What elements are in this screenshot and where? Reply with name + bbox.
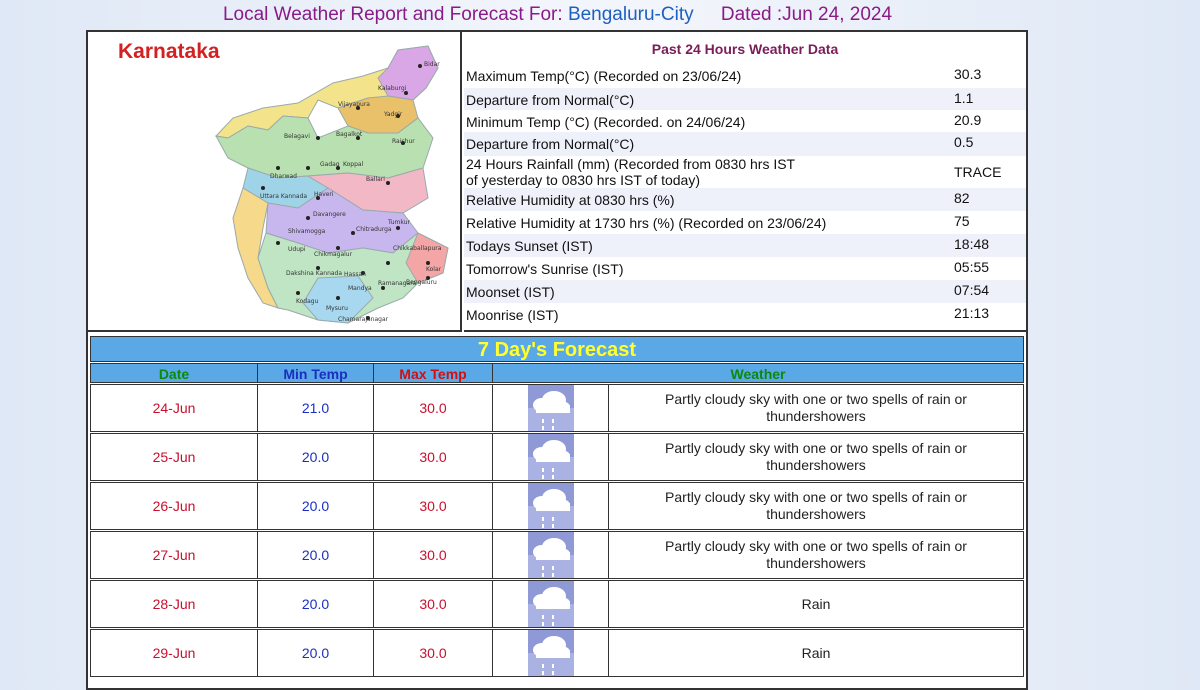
svg-text:Yadgir: Yadgir <box>384 111 403 118</box>
forecast-weather: Partly cloudy sky with one or two spells of rain or thundershowers <box>608 482 1024 530</box>
past-24h-value: 1.1 <box>954 90 974 106</box>
forecast-row <box>90 629 1024 677</box>
svg-text:Mysuru: Mysuru <box>326 305 348 312</box>
past-24h-label: Relative Humidity at 1730 hrs (%) (Recorded on 23/06/24) <box>466 215 827 231</box>
top-section <box>88 32 1026 334</box>
forecast-max-temp: 30.0 <box>373 384 493 432</box>
forecast-icon-cell <box>492 531 609 579</box>
rain-cloud-icon <box>528 434 574 480</box>
svg-text:Haveri: Haveri <box>314 191 334 198</box>
svg-text:Ballari: Ballari <box>366 176 385 183</box>
past-24h-title: Past 24 Hours Weather Data <box>651 41 839 57</box>
forecast-icon-cell <box>492 580 609 628</box>
past-24h-label: Minimum Temp (°C) (Recorded. on 24/06/24) <box>466 114 746 130</box>
svg-text:Uttara Kannada: Uttara Kannada <box>260 193 308 200</box>
forecast-row <box>90 433 1024 481</box>
past-24h-label: Departure from Normal(°C) <box>466 136 635 152</box>
svg-text:Koppal: Koppal <box>343 161 364 168</box>
past-24h-label: Todays Sunset (IST) <box>466 238 593 254</box>
svg-text:Chamarajanagar: Chamarajanagar <box>338 316 389 323</box>
past-24h-value: 75 <box>954 213 970 229</box>
svg-text:Dakshina Kannada: Dakshina Kannada <box>286 270 343 277</box>
header-city: Bengaluru-City <box>567 4 694 25</box>
past-24h-value: 07:54 <box>954 282 990 298</box>
header-min-temp-col: Min Temp <box>257 363 374 383</box>
forecast-weather: Partly cloudy sky with one or two spells of rain or thundershowers <box>608 531 1024 579</box>
forecast-min-temp: 20.0 <box>257 629 374 677</box>
svg-text:Mandya: Mandya <box>348 285 372 292</box>
past-24h-label: Relative Humidity at 0830 hrs (%) <box>466 192 675 208</box>
past-24h-value: 20.9 <box>954 112 982 128</box>
map-panel <box>88 32 462 332</box>
forecast-min-temp: 20.0 <box>257 531 374 579</box>
forecast-date: 26-Jun <box>90 482 258 530</box>
svg-text:Bidar: Bidar <box>424 61 440 68</box>
header-date-col: Date <box>90 363 258 383</box>
past-24h-row <box>464 110 1026 132</box>
forecast-header-row <box>90 363 1024 383</box>
past-24h-label: Moonset (IST) <box>466 284 555 300</box>
past-24h-row <box>464 234 1026 257</box>
svg-text:Vijayapura: Vijayapura <box>338 101 370 108</box>
forecast-date: 25-Jun <box>90 433 258 481</box>
forecast-max-temp: 30.0 <box>373 482 493 530</box>
page-header <box>0 4 1115 26</box>
forecast-min-temp: 20.0 <box>257 482 374 530</box>
svg-text:Davangere: Davangere <box>313 211 346 218</box>
rain-cloud-icon <box>528 532 574 578</box>
past-24h-row <box>464 280 1026 303</box>
svg-text:Udupi: Udupi <box>288 246 306 253</box>
past-24h-panel <box>464 32 1026 332</box>
rain-cloud-icon <box>528 581 574 627</box>
forecast-row <box>90 482 1024 530</box>
past-24h-value: 82 <box>954 190 970 206</box>
forecast-date: 29-Jun <box>90 629 258 677</box>
past-24h-row <box>464 156 1026 188</box>
svg-text:Raichur: Raichur <box>392 138 415 145</box>
past-24h-row <box>464 64 1026 86</box>
header-max-temp-col: Max Temp <box>373 363 493 383</box>
past-24h-value: 21:13 <box>954 305 990 321</box>
forecast-weather: Partly cloudy sky with one or two spells of rain or thundershowers <box>608 433 1024 481</box>
forecast-weather: Rain <box>608 629 1024 677</box>
svg-text:Kalaburgi: Kalaburgi <box>378 85 407 92</box>
svg-text:Chitradurga: Chitradurga <box>356 226 392 233</box>
report-container <box>86 30 1028 690</box>
forecast-max-temp: 30.0 <box>373 531 493 579</box>
karnataka-map <box>188 38 458 328</box>
past-24h-label: Moonrise (IST) <box>466 307 559 323</box>
forecast-max-temp: 30.0 <box>373 629 493 677</box>
forecast-date: 24-Jun <box>90 384 258 432</box>
rain-cloud-icon <box>528 385 574 431</box>
svg-text:Hassan: Hassan <box>344 271 366 278</box>
past-24h-row <box>464 88 1026 110</box>
header-date: Dated :Jun 24, 2024 <box>720 4 893 25</box>
svg-text:Belagavi: Belagavi <box>284 133 310 140</box>
svg-text:Chikkaballapura: Chikkaballapura <box>393 245 442 252</box>
svg-text:Tumkur: Tumkur <box>388 219 410 226</box>
forecast-row <box>90 531 1024 579</box>
past-24h-label: 24 Hours Rainfall (mm) (Recorded from 0830 hrs IST of yesterday to 0830 hrs IST of today) <box>466 156 796 188</box>
forecast-icon-cell <box>492 629 609 677</box>
svg-text:Kodagu: Kodagu <box>296 298 319 305</box>
past-24h-label: Maximum Temp(°C) (Recorded on 23/06/24) <box>466 68 742 84</box>
forecast-row <box>90 384 1024 432</box>
forecast-weather: Partly cloudy sky with one or two spells of rain or thundershowers <box>608 384 1024 432</box>
forecast-max-temp: 30.0 <box>373 580 493 628</box>
forecast-date: 28-Jun <box>90 580 258 628</box>
svg-text:Bagalkot: Bagalkot <box>336 131 363 138</box>
past-24h-value: TRACE <box>954 164 1002 180</box>
past-24h-row <box>464 132 1026 156</box>
svg-text:Chikmagalur: Chikmagalur <box>314 251 353 258</box>
past-24h-label: Departure from Normal(°C) <box>466 92 635 108</box>
map-title: Karnataka <box>118 40 220 63</box>
rain-cloud-icon <box>528 630 574 676</box>
forecast-icon-cell <box>492 384 609 432</box>
svg-text:Kolar: Kolar <box>426 266 442 273</box>
svg-text:Shivamogga: Shivamogga <box>288 228 326 235</box>
forecast-date: 27-Jun <box>90 531 258 579</box>
past-24h-row <box>464 303 1026 326</box>
header-weather-col: Weather <box>492 363 1024 383</box>
forecast-icon-cell <box>492 482 609 530</box>
past-24h-row <box>464 257 1026 280</box>
forecast-icon-cell <box>492 433 609 481</box>
past-24h-label: Tomorrow's Sunrise (IST) <box>466 261 624 277</box>
svg-text:Ramanagara: Ramanagara <box>378 280 417 287</box>
forecast-min-temp: 21.0 <box>257 384 374 432</box>
past-24h-row <box>464 211 1026 234</box>
forecast-title: 7 Day's Forecast <box>90 336 1024 362</box>
svg-text:Dharwad: Dharwad <box>270 173 297 180</box>
forecast-max-temp: 30.0 <box>373 433 493 481</box>
past-24h-value: 18:48 <box>954 236 990 252</box>
forecast-min-temp: 20.0 <box>257 580 374 628</box>
rain-cloud-icon <box>528 483 574 529</box>
past-24h-value: 05:55 <box>954 259 990 275</box>
forecast-row <box>90 580 1024 628</box>
forecast-weather: Rain <box>608 580 1024 628</box>
past-24h-value: 30.3 <box>954 66 982 82</box>
forecast-min-temp: 20.0 <box>257 433 374 481</box>
past-24h-value: 0.5 <box>954 134 974 150</box>
header-title: Local Weather Report and Forecast For: <box>222 4 563 25</box>
past-24h-row <box>464 188 1026 211</box>
svg-text:Gadag: Gadag <box>320 161 340 168</box>
svg-text:Bengaluru: Bengaluru <box>406 279 437 286</box>
